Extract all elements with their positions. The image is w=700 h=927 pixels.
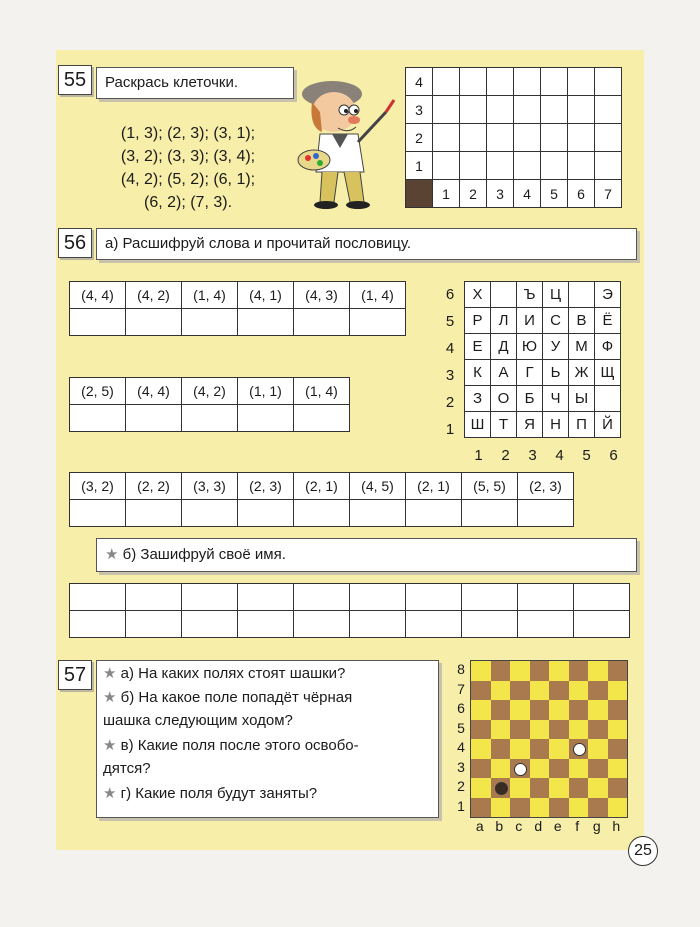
board-square[interactable] — [588, 798, 608, 818]
answer-cell[interactable] — [70, 584, 126, 611]
answer-cell[interactable] — [70, 500, 126, 527]
painter-illustration — [294, 72, 404, 210]
board-square[interactable] — [510, 720, 530, 740]
word-1-table: (4, 4) (4, 2) (1, 4) (4, 1) (4, 3) (1, 4) — [69, 281, 406, 336]
answer-cell[interactable] — [574, 584, 630, 611]
board-square[interactable] — [569, 700, 589, 720]
board-square[interactable] — [569, 720, 589, 740]
origin-cell — [406, 180, 433, 208]
board-square[interactable] — [471, 720, 491, 740]
board-square[interactable] — [588, 759, 608, 779]
board-square[interactable] — [471, 661, 491, 681]
task-57-number: 57 — [58, 660, 92, 690]
task-55-coords: (1, 3); (2, 3); (3, 1); (3, 2); (3, 3); (3, 4); (4, 2); (5, 2); (6, 1); (6, 2); (7, 3). — [120, 125, 256, 211]
board-square[interactable] — [549, 720, 569, 740]
answer-cell[interactable] — [182, 584, 238, 611]
board-square[interactable] — [549, 798, 569, 818]
question-a: ★ а) На каких полях стоят шашки? — [103, 665, 346, 682]
answer-cell[interactable] — [406, 500, 462, 527]
page-number: 25 — [628, 836, 658, 866]
board-square[interactable] — [471, 798, 491, 818]
black-checker[interactable] — [495, 782, 508, 795]
board-square[interactable] — [491, 661, 511, 681]
answer-cell[interactable] — [182, 611, 238, 638]
grid-row — [406, 152, 622, 180]
task-55-number: 55 — [58, 65, 92, 95]
board-square[interactable] — [588, 700, 608, 720]
task-55-grid — [405, 67, 622, 208]
board-square[interactable] — [569, 739, 589, 759]
row-label: 3 — [406, 96, 433, 124]
answer-cell[interactable] — [350, 500, 406, 527]
name-cipher-table — [69, 583, 630, 638]
board-square[interactable] — [491, 681, 511, 701]
board-square[interactable] — [549, 778, 569, 798]
board-square[interactable] — [510, 739, 530, 759]
answer-cell[interactable] — [182, 309, 238, 336]
cipher-row-labels: 6 5 4 3 2 1 — [445, 286, 455, 438]
task-56-b-label: ★ б) Зашифруй своё имя. — [96, 538, 637, 572]
board-square[interactable] — [588, 681, 608, 701]
grid-row — [406, 68, 622, 96]
word-3-table: (3, 2) (2, 2) (3, 3) (2, 3) (2, 1) (4, 5) (2, 1) (5, 5) (2, 3) — [69, 472, 574, 527]
question-b: ★ б) На какое поле попадёт чёрная — [103, 689, 353, 706]
grid-row — [406, 124, 622, 152]
white-checker[interactable] — [514, 763, 527, 776]
answer-cell[interactable] — [238, 309, 294, 336]
board-square[interactable] — [491, 720, 511, 740]
row-label: 2 — [406, 124, 433, 152]
board-square[interactable] — [588, 778, 608, 798]
answer-cell[interactable] — [574, 611, 630, 638]
board-square[interactable] — [491, 759, 511, 779]
board-square[interactable] — [549, 759, 569, 779]
board-col-labels: a b c d e f g h — [475, 818, 621, 834]
board-square[interactable] — [510, 700, 530, 720]
cipher-table: Х Ъ Ц Э Р Л И С В Ё Е Д Ю У М Ф К А Г Ь Ж Щ З О Б Ч Ы Ш Т Я Н П Й — [464, 281, 621, 438]
board-square[interactable] — [588, 739, 608, 759]
answer-cell[interactable] — [126, 611, 182, 638]
board-square[interactable] — [549, 661, 569, 681]
board-square[interactable] — [588, 720, 608, 740]
board-square[interactable] — [608, 681, 628, 701]
board-square[interactable] — [608, 759, 628, 779]
answer-cell[interactable] — [294, 309, 350, 336]
board-square[interactable] — [510, 759, 530, 779]
star-icon: ★ — [105, 546, 119, 563]
board-square[interactable] — [608, 739, 628, 759]
answer-cell[interactable] — [462, 584, 518, 611]
word-2-table: (2, 5) (4, 4) (4, 2) (1, 1) (1, 4) — [69, 377, 350, 432]
board-square[interactable] — [491, 700, 511, 720]
answer-cell[interactable] — [518, 611, 574, 638]
task-57-questions — [96, 660, 439, 818]
question-c: ★ в) Какие поля после этого освобо- — [103, 737, 359, 754]
board-square[interactable] — [530, 778, 550, 798]
answer-cell[interactable] — [350, 309, 406, 336]
question-b-cont: шашка следующим ходом? — [103, 712, 293, 729]
board-square[interactable] — [588, 661, 608, 681]
board-square[interactable] — [471, 700, 491, 720]
board-square[interactable] — [549, 700, 569, 720]
answer-cell[interactable] — [70, 309, 126, 336]
answer-cell[interactable] — [70, 405, 126, 432]
board-square[interactable] — [510, 798, 530, 818]
answer-cell[interactable] — [126, 500, 182, 527]
grid-row — [406, 96, 622, 124]
board-square[interactable] — [569, 681, 589, 701]
board-square[interactable] — [608, 720, 628, 740]
board-row-labels: 8 7 6 5 4 3 2 1 — [457, 661, 465, 814]
answer-cell[interactable] — [406, 584, 462, 611]
board-square[interactable] — [471, 759, 491, 779]
answer-cell[interactable] — [126, 405, 182, 432]
answer-cell[interactable] — [70, 611, 126, 638]
answer-cell[interactable] — [182, 500, 238, 527]
answer-cell[interactable] — [462, 500, 518, 527]
checkerboard — [470, 660, 628, 818]
answer-cell[interactable] — [350, 611, 406, 638]
board-square[interactable] — [569, 759, 589, 779]
board-square[interactable] — [530, 759, 550, 779]
question-d: ★ г) Какие поля будут заняты? — [103, 785, 318, 802]
board-square[interactable] — [569, 661, 589, 681]
grid-row: 1 2 3 4 5 6 7 — [406, 180, 622, 208]
task-56-a-label: а) Расшифруй слова и прочитай пословицу. — [96, 228, 637, 260]
board-square[interactable] — [510, 661, 530, 681]
row-label: 4 — [406, 68, 433, 96]
board-square[interactable] — [549, 739, 569, 759]
board-square[interactable] — [530, 661, 550, 681]
board-square[interactable] — [471, 778, 491, 798]
answer-cell[interactable] — [294, 405, 350, 432]
answer-cell[interactable] — [406, 611, 462, 638]
board-square[interactable] — [608, 798, 628, 818]
board-square[interactable] — [549, 681, 569, 701]
answer-cell[interactable] — [518, 584, 574, 611]
board-square[interactable] — [569, 778, 589, 798]
answer-cell[interactable] — [238, 584, 294, 611]
answer-cell[interactable] — [238, 500, 294, 527]
board-square[interactable] — [569, 798, 589, 818]
question-c-cont: дятся? — [103, 760, 151, 777]
board-square[interactable] — [608, 661, 628, 681]
row-label: 1 — [406, 152, 433, 180]
task-55-title: Раскрась клеточки. — [96, 67, 294, 99]
answer-cell[interactable] — [518, 500, 574, 527]
board-square[interactable] — [530, 700, 550, 720]
board-square[interactable] — [491, 739, 511, 759]
board-square[interactable] — [471, 739, 491, 759]
board-square[interactable] — [510, 778, 530, 798]
cipher-col-labels: 1 2 3 4 5 6 — [474, 447, 618, 464]
board-square[interactable] — [530, 739, 550, 759]
answer-cell[interactable] — [182, 405, 238, 432]
board-square[interactable] — [510, 681, 530, 701]
answer-cell[interactable] — [350, 584, 406, 611]
board-square[interactable] — [530, 798, 550, 818]
answer-cell[interactable] — [294, 584, 350, 611]
answer-cell[interactable] — [294, 500, 350, 527]
workbook-page — [56, 50, 644, 850]
answer-cell[interactable] — [238, 405, 294, 432]
board-square[interactable] — [530, 720, 550, 740]
board-square[interactable] — [608, 778, 628, 798]
task-56-number: 56 — [58, 228, 92, 258]
answer-cell[interactable] — [462, 611, 518, 638]
board-square[interactable] — [491, 798, 511, 818]
board-square[interactable] — [530, 681, 550, 701]
white-checker[interactable] — [573, 743, 586, 756]
answer-cell[interactable] — [126, 584, 182, 611]
board-square[interactable] — [608, 700, 628, 720]
board-square[interactable] — [491, 778, 511, 798]
answer-cell[interactable] — [294, 611, 350, 638]
board-square[interactable] — [471, 681, 491, 701]
answer-cell[interactable] — [126, 309, 182, 336]
answer-cell[interactable] — [238, 611, 294, 638]
